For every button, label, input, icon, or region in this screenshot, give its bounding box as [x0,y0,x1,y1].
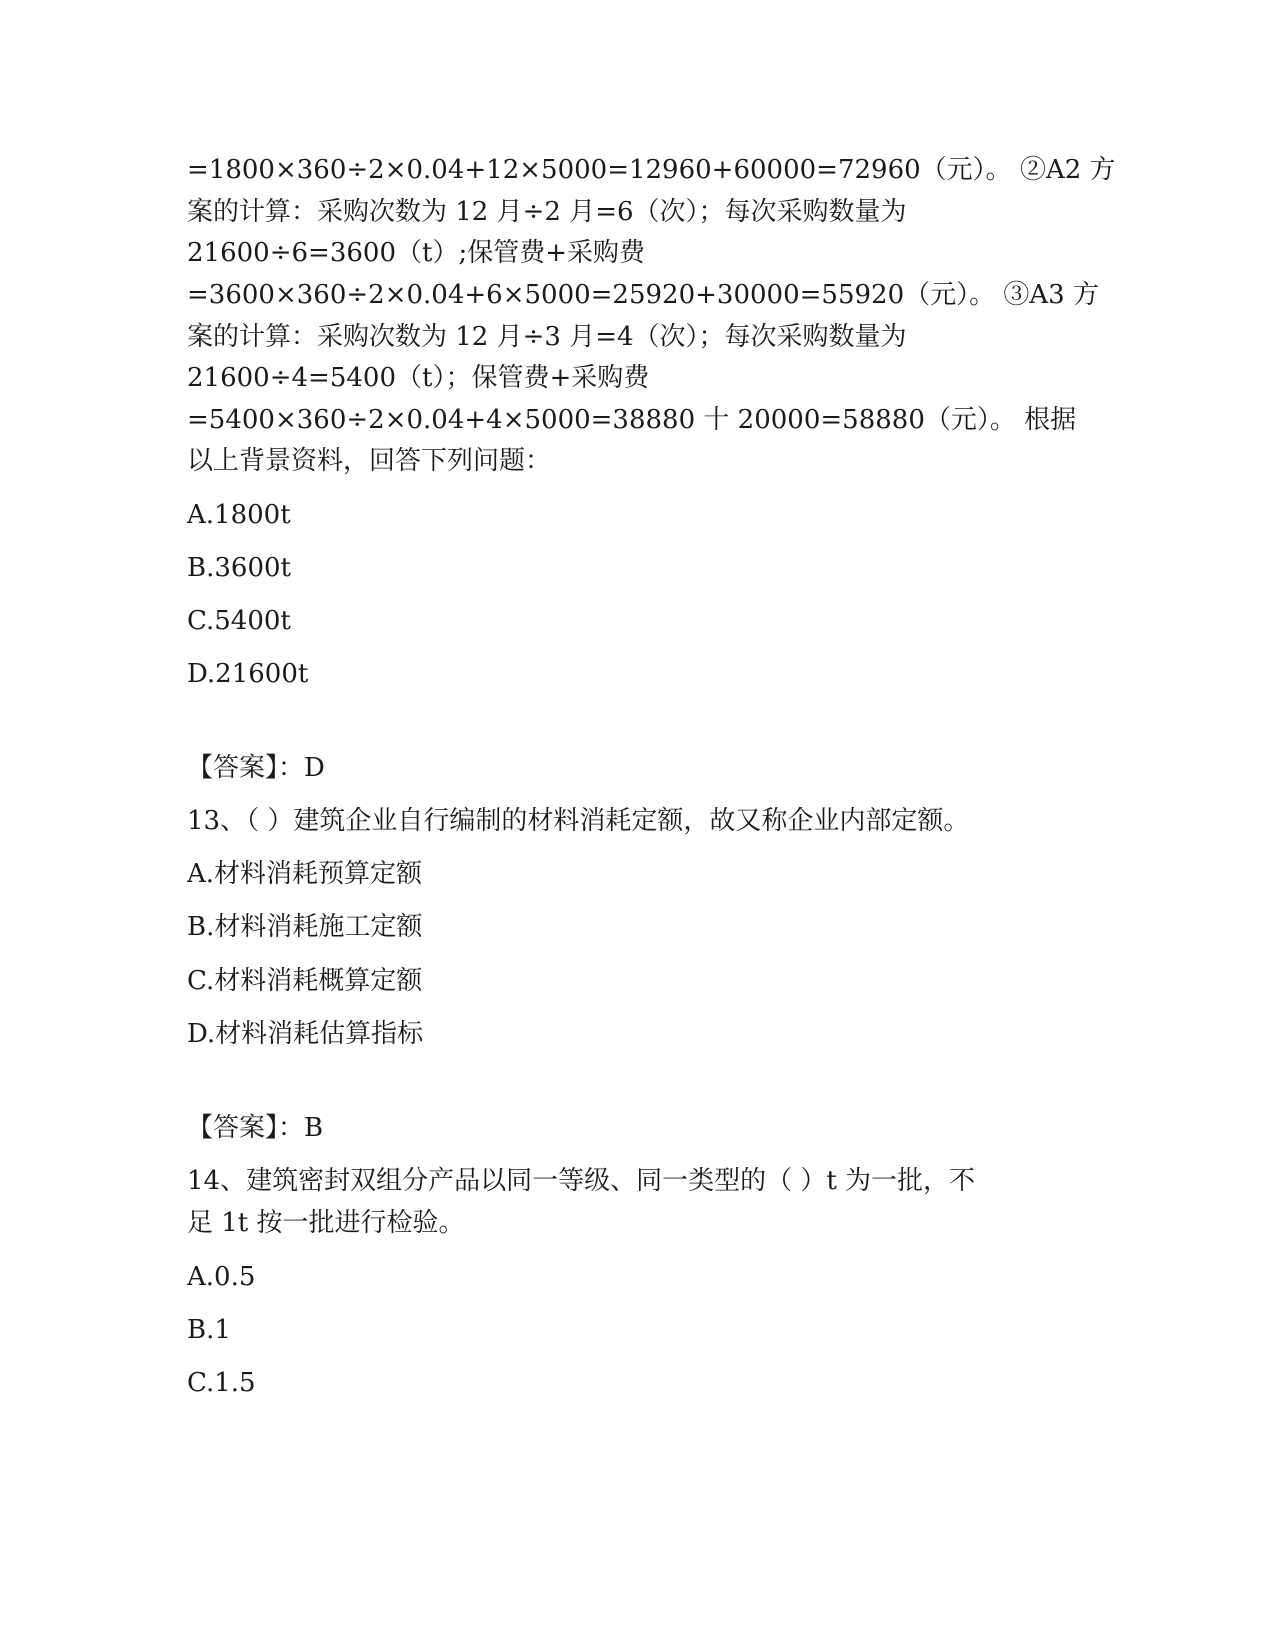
q13-option-b: B.材料消耗施工定额 [187,912,423,942]
q13-answer: 【答案】：B [187,1113,324,1143]
q13-option-d: D.材料消耗估算指标 [187,1019,424,1049]
q14-option-c: C.1.5 [187,1368,256,1398]
q12-option-a: A.1800t [187,500,291,530]
passage-line-7: =5400×360÷2×0.04+4×5000=38880 十 20000=58880（元）。 根据 [187,405,1077,435]
q12-option-c: C.5400t [187,606,291,636]
passage-line-1: =1800×360÷2×0.04+12×5000=12960+60000=72960（元）。 ②A2 方 [187,155,1116,185]
passage-line-4: =3600×360÷2×0.04+6×5000=25920+30000=55920（元）。 ③A3 方 [187,280,1099,310]
q12-option-b: B.3600t [187,553,291,583]
passage-line-8: 以上背景资料，回答下列问题： [187,446,552,476]
q14-stem-line-1: 14、建筑密封双组分产品以同一等级、同一类型的（ ）t 为一批，不 [187,1166,976,1196]
q13-option-a: A.材料消耗预算定额 [187,859,423,889]
passage-line-6: 21600÷4=5400（t）；保管费+采购费 [187,363,650,393]
q13-option-c: C.材料消耗概算定额 [187,966,423,996]
passage-line-2: 案的计算：采购次数为 12 月÷2 月=6（次）；每次采购数量为 [187,197,907,227]
q14-option-b: B.1 [187,1315,231,1345]
passage-line-5: 案的计算：采购次数为 12 月÷3 月=4（次）；每次采购数量为 [187,322,907,352]
q12-answer: 【答案】：D [187,753,325,783]
q12-option-d: D.21600t [187,659,309,689]
q14-stem-line-2: 足 1t 按一批进行检验。 [187,1208,465,1238]
passage-line-3: 21600÷6=3600（t）;保管费+采购费 [187,238,645,268]
q14-option-a: A.0.5 [187,1262,256,1292]
q13-stem: 13、（ ）建筑企业自行编制的材料消耗定额，故又称企业内部定额。 [187,806,970,836]
